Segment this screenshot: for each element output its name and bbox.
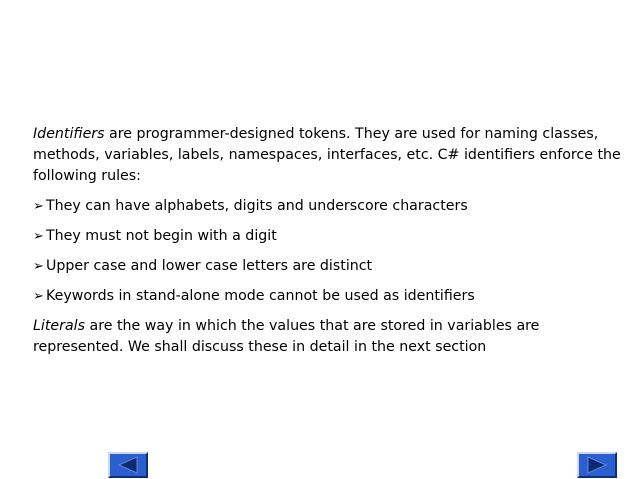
next-slide-button[interactable] (577, 452, 617, 478)
triangle-right-icon (579, 454, 615, 476)
rule-item (33, 196, 623, 217)
rule-item (33, 226, 623, 247)
rule-text: They must not begin with a digit (46, 228, 277, 244)
identifier-rules-list (33, 196, 623, 307)
rule-item (33, 286, 623, 307)
triangle-left-icon (110, 454, 146, 476)
rule-item (33, 256, 623, 277)
arrow-bullet-icon: ➢ (33, 229, 44, 244)
literals-description: are the way in which the values that are stored in variables are represented. We shall discuss these in detail in the next section (33, 318, 540, 355)
rule-text: They can have alphabets, digits and underscore characters (46, 198, 468, 214)
literals-term: Literals (33, 318, 85, 334)
rule-text: Upper case and lower case letters are distinct (46, 258, 373, 274)
slide-body (33, 124, 623, 367)
identifiers-paragraph (33, 124, 623, 187)
arrow-bullet-icon: ➢ (33, 289, 44, 304)
rule-text: Keywords in stand-alone mode cannot be used as identifiers (46, 288, 475, 304)
literals-paragraph (33, 316, 623, 358)
arrow-bullet-icon: ➢ (33, 199, 44, 214)
previous-slide-button[interactable] (108, 452, 148, 478)
arrow-bullet-icon: ➢ (33, 259, 44, 274)
identifiers-description: are programmer-designed tokens. They are used for naming classes, methods, variables, labels, namespaces, interfaces, etc. C# identifiers enforce the following rules: (33, 126, 621, 184)
identifiers-term: Identifiers (33, 126, 105, 142)
